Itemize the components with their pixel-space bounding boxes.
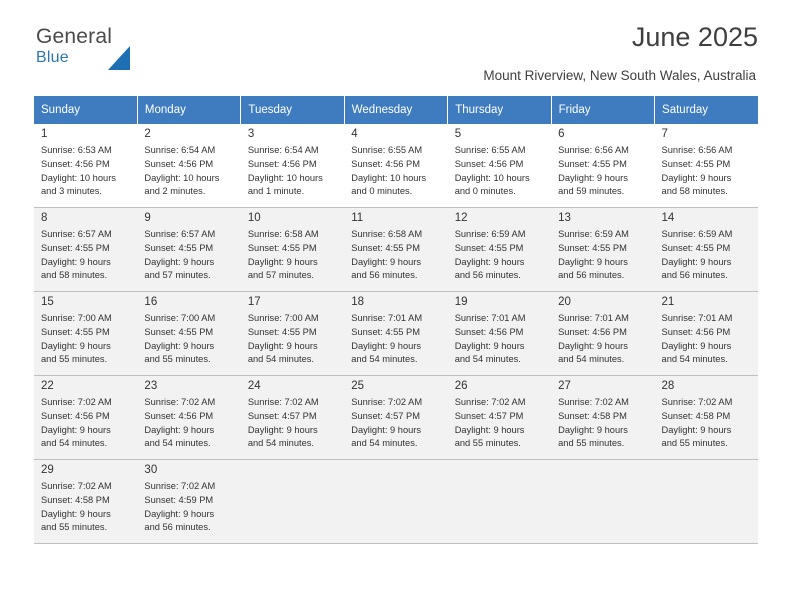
day-number: 24 <box>247 380 261 392</box>
calendar-day-cell[interactable] <box>551 376 654 460</box>
daylight-text-line2: and 55 minutes. <box>661 438 728 449</box>
sunrise-text: Sunrise: 6:54 AM <box>247 145 319 155</box>
location-subtitle: Mount Riverview, New South Wales, Australia <box>483 68 756 83</box>
daylight-text-line2: and 54 minutes. <box>454 354 521 365</box>
daylight-text-line2: and 57 minutes. <box>144 270 211 281</box>
sunset-text: Sunset: 4:56 PM <box>144 410 214 421</box>
sunrise-text: Sunrise: 7:00 AM <box>247 313 319 323</box>
sunset-text: Sunset: 4:55 PM <box>351 242 420 253</box>
calendar-week-row <box>34 292 758 376</box>
sunrise-text: Sunrise: 6:54 AM <box>144 145 216 155</box>
daylight-text-line2: and 55 minutes. <box>41 522 108 533</box>
day-info <box>41 144 130 199</box>
sunset-text: Sunset: 4:56 PM <box>661 326 731 337</box>
day-number: 20 <box>558 296 571 308</box>
daylight-text-line1: Daylight: 9 hours <box>247 340 318 351</box>
sunrise-text: Sunrise: 7:02 AM <box>247 397 319 407</box>
sunrise-text: Sunrise: 6:53 AM <box>41 145 112 155</box>
daylight-text-line1: Daylight: 9 hours <box>351 256 422 267</box>
flag-icon <box>108 46 130 70</box>
day-info <box>144 312 233 367</box>
daylight-text-line1: Daylight: 9 hours <box>558 340 628 351</box>
day-info <box>144 144 233 199</box>
day-info <box>455 396 544 451</box>
daylight-text-line2: and 56 minutes. <box>661 270 728 281</box>
calendar-day-cell[interactable] <box>241 376 344 460</box>
sunset-text: Sunset: 4:55 PM <box>144 326 214 337</box>
sunrise-text: Sunrise: 7:02 AM <box>41 481 112 491</box>
day-info <box>144 480 233 535</box>
day-number: 28 <box>661 380 675 392</box>
daylight-text-line1: Daylight: 9 hours <box>247 424 318 435</box>
sunset-text: Sunset: 4:56 PM <box>41 158 110 169</box>
day-info <box>662 312 751 367</box>
day-number: 23 <box>144 380 158 392</box>
sunset-text: Sunset: 4:58 PM <box>558 410 627 421</box>
sunset-text: Sunset: 4:55 PM <box>454 242 524 253</box>
sunset-text: Sunset: 4:57 PM <box>247 410 317 421</box>
day-info <box>662 144 751 199</box>
sunset-text: Sunset: 4:58 PM <box>661 410 731 421</box>
daylight-text-line2: and 55 minutes. <box>144 354 211 365</box>
calendar-day-cell[interactable] <box>137 124 240 208</box>
day-number: 27 <box>558 380 571 392</box>
day-number: 25 <box>351 380 365 392</box>
sunset-text: Sunset: 4:55 PM <box>661 158 731 169</box>
calendar-day-cell[interactable] <box>344 208 447 292</box>
sunrise-text: Sunrise: 6:56 AM <box>661 145 733 155</box>
calendar-day-cell-empty <box>655 460 758 544</box>
day-number: 8 <box>41 212 48 224</box>
calendar-day-cell[interactable] <box>34 460 137 544</box>
sunrise-text: Sunrise: 7:00 AM <box>144 313 216 323</box>
daylight-text-line2: and 55 minutes. <box>454 438 521 449</box>
calendar-day-cell[interactable] <box>34 292 137 376</box>
calendar-day-cell[interactable] <box>137 460 240 544</box>
weekday-header-row <box>34 96 758 124</box>
sunset-text: Sunset: 4:55 PM <box>41 242 110 253</box>
sunset-text: Sunset: 4:56 PM <box>41 410 110 421</box>
day-info <box>455 312 544 367</box>
weekday-header-monday: Monday <box>137 96 240 124</box>
calendar-day-cell[interactable] <box>551 208 654 292</box>
daylight-text-line1: Daylight: 9 hours <box>41 340 111 351</box>
calendar-day-cell[interactable] <box>34 124 137 208</box>
day-info <box>558 144 647 199</box>
daylight-text-line2: and 54 minutes. <box>247 354 314 365</box>
daylight-text-line1: Daylight: 9 hours <box>247 256 318 267</box>
day-info <box>351 396 440 451</box>
day-info <box>351 228 440 283</box>
day-number: 19 <box>454 296 468 308</box>
sunrise-text: Sunrise: 6:58 AM <box>351 229 423 239</box>
calendar-week-row <box>34 124 758 208</box>
daylight-text-line1: Daylight: 9 hours <box>558 172 628 183</box>
daylight-text-line2: and 0 minutes. <box>454 186 516 197</box>
sunrise-text: Sunrise: 6:59 AM <box>454 229 526 239</box>
sunset-text: Sunset: 4:56 PM <box>144 158 214 169</box>
day-info <box>41 228 130 283</box>
logo-text-blue: Blue <box>36 49 69 66</box>
daylight-text-line2: and 56 minutes. <box>558 270 625 281</box>
sunrise-text: Sunrise: 6:55 AM <box>351 145 423 155</box>
weekday-header-thursday: Thursday <box>448 96 551 124</box>
sunset-text: Sunset: 4:55 PM <box>661 242 731 253</box>
day-number: 9 <box>144 212 151 224</box>
day-info <box>558 396 647 451</box>
calendar-day-cell[interactable] <box>344 292 447 376</box>
daylight-text-line1: Daylight: 9 hours <box>454 340 525 351</box>
daylight-text-line1: Daylight: 9 hours <box>558 256 628 267</box>
day-number: 30 <box>144 464 158 476</box>
calendar-day-cell[interactable] <box>344 124 447 208</box>
daylight-text-line1: Daylight: 9 hours <box>661 340 732 351</box>
day-info <box>558 228 647 283</box>
day-info <box>41 396 130 451</box>
day-number: 3 <box>247 128 255 140</box>
sunrise-text: Sunrise: 7:02 AM <box>661 397 733 407</box>
sunset-text: Sunset: 4:56 PM <box>247 158 317 169</box>
calendar-day-cell[interactable] <box>448 208 551 292</box>
calendar-day-cell[interactable] <box>655 124 758 208</box>
sunrise-text: Sunrise: 7:01 AM <box>454 313 526 323</box>
daylight-text-line1: Daylight: 9 hours <box>558 424 628 435</box>
sunrise-text: Sunrise: 6:59 AM <box>558 229 629 239</box>
day-number: 22 <box>41 380 54 392</box>
daylight-text-line2: and 2 minutes. <box>144 186 206 197</box>
calendar-day-cell-empty <box>241 460 344 544</box>
daylight-text-line2: and 57 minutes. <box>247 270 314 281</box>
sunset-text: Sunset: 4:56 PM <box>558 326 627 337</box>
daylight-text-line1: Daylight: 9 hours <box>41 256 111 267</box>
daylight-text-line2: and 54 minutes. <box>558 354 625 365</box>
day-number: 4 <box>351 128 358 140</box>
sunset-text: Sunset: 4:56 PM <box>454 326 524 337</box>
sunset-text: Sunset: 4:55 PM <box>144 242 214 253</box>
day-info <box>455 144 544 199</box>
sunrise-text: Sunrise: 6:59 AM <box>661 229 733 239</box>
calendar-day-cell-empty <box>551 460 654 544</box>
daylight-text-line2: and 54 minutes. <box>351 354 418 365</box>
day-info <box>455 228 544 283</box>
sunrise-text: Sunrise: 7:00 AM <box>41 313 112 323</box>
calendar-day-cell[interactable] <box>137 376 240 460</box>
daylight-text-line1: Daylight: 10 hours <box>454 172 530 183</box>
day-info <box>558 312 647 367</box>
sunrise-text: Sunrise: 7:02 AM <box>454 397 526 407</box>
calendar-day-cell[interactable] <box>655 208 758 292</box>
daylight-text-line1: Daylight: 9 hours <box>351 340 422 351</box>
weekday-header-tuesday: Tuesday <box>241 96 344 124</box>
daylight-text-line2: and 59 minutes. <box>558 186 625 197</box>
day-number: 16 <box>144 296 158 308</box>
calendar-table <box>34 96 758 544</box>
sunrise-text: Sunrise: 7:02 AM <box>351 397 423 407</box>
day-info <box>351 144 440 199</box>
calendar-day-cell[interactable] <box>34 376 137 460</box>
daylight-text-line2: and 54 minutes. <box>144 438 211 449</box>
calendar-day-cell[interactable] <box>655 292 758 376</box>
sunset-text: Sunset: 4:59 PM <box>144 494 214 505</box>
daylight-text-line2: and 56 minutes. <box>454 270 521 281</box>
day-info <box>41 480 130 535</box>
calendar-day-cell-empty <box>344 460 447 544</box>
sunset-text: Sunset: 4:56 PM <box>351 158 420 169</box>
logo-text-general: General <box>36 25 113 48</box>
sunset-text: Sunset: 4:55 PM <box>558 158 627 169</box>
day-info <box>248 228 337 283</box>
calendar-day-cell[interactable] <box>137 292 240 376</box>
sunrise-text: Sunrise: 7:02 AM <box>41 397 112 407</box>
day-number: 14 <box>661 212 675 224</box>
calendar-day-cell[interactable] <box>241 292 344 376</box>
daylight-text-line2: and 58 minutes. <box>41 270 108 281</box>
sunset-text: Sunset: 4:55 PM <box>41 326 110 337</box>
sunrise-text: Sunrise: 7:01 AM <box>661 313 733 323</box>
calendar-day-cell[interactable] <box>655 376 758 460</box>
day-number: 21 <box>661 296 675 308</box>
daylight-text-line1: Daylight: 9 hours <box>41 508 111 519</box>
daylight-text-line1: Daylight: 9 hours <box>144 508 215 519</box>
day-info <box>248 396 337 451</box>
day-info <box>248 312 337 367</box>
daylight-text-line1: Daylight: 10 hours <box>41 172 116 183</box>
daylight-text-line2: and 3 minutes. <box>41 186 102 197</box>
day-info <box>351 312 440 367</box>
weekday-header-wednesday: Wednesday <box>344 96 447 124</box>
daylight-text-line1: Daylight: 9 hours <box>144 340 215 351</box>
daylight-text-line1: Daylight: 9 hours <box>144 256 215 267</box>
calendar-day-cell[interactable] <box>241 124 344 208</box>
daylight-text-line2: and 0 minutes. <box>351 186 413 197</box>
sunrise-text: Sunrise: 7:01 AM <box>558 313 629 323</box>
sunrise-text: Sunrise: 6:55 AM <box>454 145 526 155</box>
sunset-text: Sunset: 4:55 PM <box>351 326 420 337</box>
day-info <box>248 144 337 199</box>
calendar-week-row <box>34 460 758 544</box>
day-number: 18 <box>351 296 365 308</box>
weekday-header-friday: Friday <box>551 96 654 124</box>
sunset-text: Sunset: 4:55 PM <box>247 242 317 253</box>
sunrise-text: Sunrise: 6:57 AM <box>41 229 112 239</box>
day-info <box>41 312 130 367</box>
sunrise-text: Sunrise: 7:02 AM <box>144 481 216 491</box>
weekday-header-saturday: Saturday <box>655 96 758 124</box>
sunset-text: Sunset: 4:56 PM <box>454 158 524 169</box>
daylight-text-line2: and 54 minutes. <box>247 438 314 449</box>
daylight-text-line2: and 1 minute. <box>247 186 305 197</box>
day-number: 2 <box>144 128 151 140</box>
day-number: 29 <box>41 464 54 476</box>
daylight-text-line2: and 54 minutes. <box>351 438 418 449</box>
calendar-day-cell[interactable] <box>241 208 344 292</box>
calendar-day-cell[interactable] <box>448 376 551 460</box>
day-number: 11 <box>351 212 364 224</box>
calendar-day-cell[interactable] <box>34 208 137 292</box>
calendar-day-cell[interactable] <box>551 292 654 376</box>
calendar-day-cell[interactable] <box>344 376 447 460</box>
day-info <box>144 228 233 283</box>
sunrise-text: Sunrise: 6:56 AM <box>558 145 629 155</box>
daylight-text-line2: and 58 minutes. <box>661 186 728 197</box>
day-info <box>144 396 233 451</box>
daylight-text-line2: and 54 minutes. <box>661 354 728 365</box>
day-number: 7 <box>661 128 668 140</box>
day-info <box>662 396 751 451</box>
calendar-day-cell[interactable] <box>137 208 240 292</box>
daylight-text-line1: Daylight: 9 hours <box>661 256 732 267</box>
logo[interactable] <box>36 26 112 66</box>
sunrise-text: Sunrise: 7:02 AM <box>144 397 216 407</box>
day-number: 6 <box>558 128 565 140</box>
sunrise-text: Sunrise: 7:01 AM <box>351 313 423 323</box>
day-number: 5 <box>454 128 462 140</box>
daylight-text-line2: and 55 minutes. <box>41 354 108 365</box>
daylight-text-line1: Daylight: 10 hours <box>351 172 427 183</box>
daylight-text-line1: Daylight: 10 hours <box>144 172 220 183</box>
calendar-day-cell[interactable] <box>448 124 551 208</box>
sunset-text: Sunset: 4:57 PM <box>351 410 420 421</box>
sunrise-text: Sunrise: 7:02 AM <box>558 397 629 407</box>
sunrise-text: Sunrise: 6:57 AM <box>144 229 216 239</box>
daylight-text-line1: Daylight: 9 hours <box>144 424 215 435</box>
calendar-day-cell[interactable] <box>551 124 654 208</box>
daylight-text-line1: Daylight: 10 hours <box>247 172 323 183</box>
day-number: 13 <box>558 212 571 224</box>
day-number: 15 <box>41 296 54 308</box>
daylight-text-line1: Daylight: 9 hours <box>454 256 525 267</box>
calendar-week-row <box>34 376 758 460</box>
daylight-text-line1: Daylight: 9 hours <box>41 424 111 435</box>
daylight-text-line1: Daylight: 9 hours <box>661 424 732 435</box>
sunset-text: Sunset: 4:55 PM <box>558 242 627 253</box>
day-number: 10 <box>247 212 261 224</box>
weekday-header-sunday: Sunday <box>34 96 137 124</box>
day-number: 12 <box>454 212 468 224</box>
day-number: 26 <box>454 380 468 392</box>
sunrise-text: Sunrise: 6:58 AM <box>247 229 319 239</box>
sunset-text: Sunset: 4:58 PM <box>41 494 110 505</box>
page-header <box>34 0 758 66</box>
daylight-text-line1: Daylight: 9 hours <box>454 424 525 435</box>
daylight-text-line1: Daylight: 9 hours <box>661 172 732 183</box>
daylight-text-line2: and 56 minutes. <box>351 270 418 281</box>
calendar-day-cell[interactable] <box>448 292 551 376</box>
day-number: 1 <box>41 128 48 140</box>
sunset-text: Sunset: 4:57 PM <box>454 410 524 421</box>
daylight-text-line2: and 56 minutes. <box>144 522 211 533</box>
calendar-day-cell-empty <box>448 460 551 544</box>
daylight-text-line1: Daylight: 9 hours <box>351 424 422 435</box>
day-info <box>662 228 751 283</box>
daylight-text-line2: and 54 minutes. <box>41 438 108 449</box>
calendar-week-row <box>34 208 758 292</box>
page-title: June 2025 <box>631 22 758 52</box>
sunset-text: Sunset: 4:55 PM <box>247 326 317 337</box>
day-number: 17 <box>247 296 261 308</box>
daylight-text-line2: and 55 minutes. <box>558 438 625 449</box>
